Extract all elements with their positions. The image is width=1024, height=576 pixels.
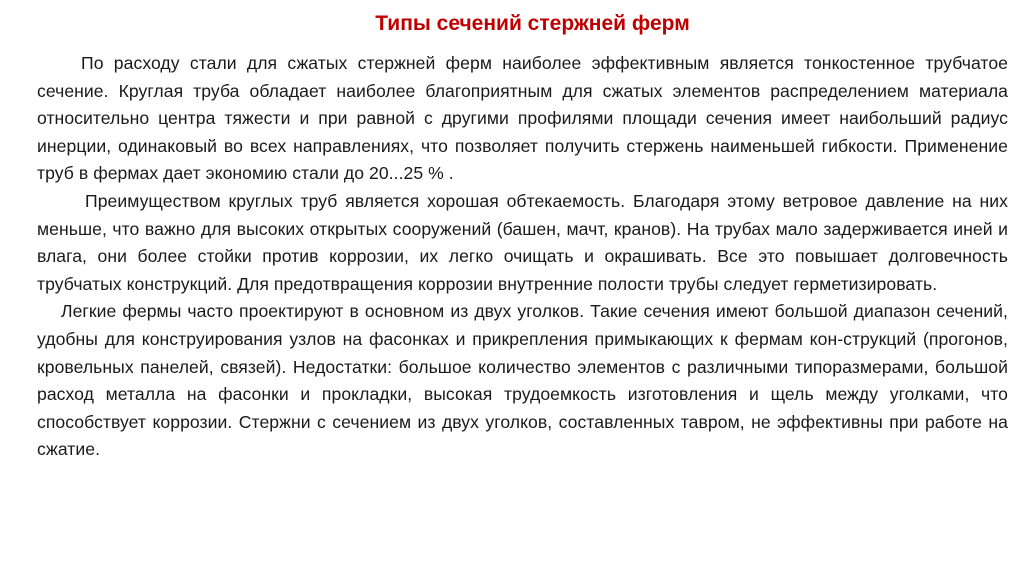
slide-title: Типы сечений стержней ферм (375, 12, 690, 35)
paragraph-round-tube-advantages: Преимуществом круглых труб является хорошая обтекаемость. Благодаря этому ветровое давление на них меньше, что важно для высоких открытых сооружений (башен, мачт, кранов). На трубах мало задерживается иней и влага, они более стойки против коррозии, их легко очищать и окрашивать. Все это повышает долговечность трубчатых конструкций. Для предотвращения коррозии внутренние полости трубы следует герметизировать. (37, 190, 1008, 294)
paragraph-tube-sections: По расходу стали для сжатых стержней ферм наиболее эффективным является тонкостенное трубчатое сечение. Круглая труба обладает наиболее благоприятным для сжатых элементов распределением материала относительно центра тяжести и при равной с другими профилями площади сечения имеет наибольший радиус инерции, одинаковый во всех направлениях, что позволяет получить стержень наименьшей гибкости. Применение труб в фермах дает экономию стали до 20...25 % . (37, 53, 1008, 184)
paragraph-double-angle-trusses: Легкие фермы часто проектируют в основном из двух уголков. Такие сечения имеют большой диапазон сечений, удобны для конструирования узлов на фасонках и прикрепления примыкающих к фермам кон-струкций (прогонов, кровельных панелей, связей). Недостатки: большое количество элементов с различными типоразмерами, большой расход металла на фасонки и прокладки, высокая трудоемкость изготовления и щель между уголками, что способствует коррозии. Стержни с сечением из двух уголков, составленных тавром, не эффективны при работе на сжатие. (37, 301, 1008, 460)
